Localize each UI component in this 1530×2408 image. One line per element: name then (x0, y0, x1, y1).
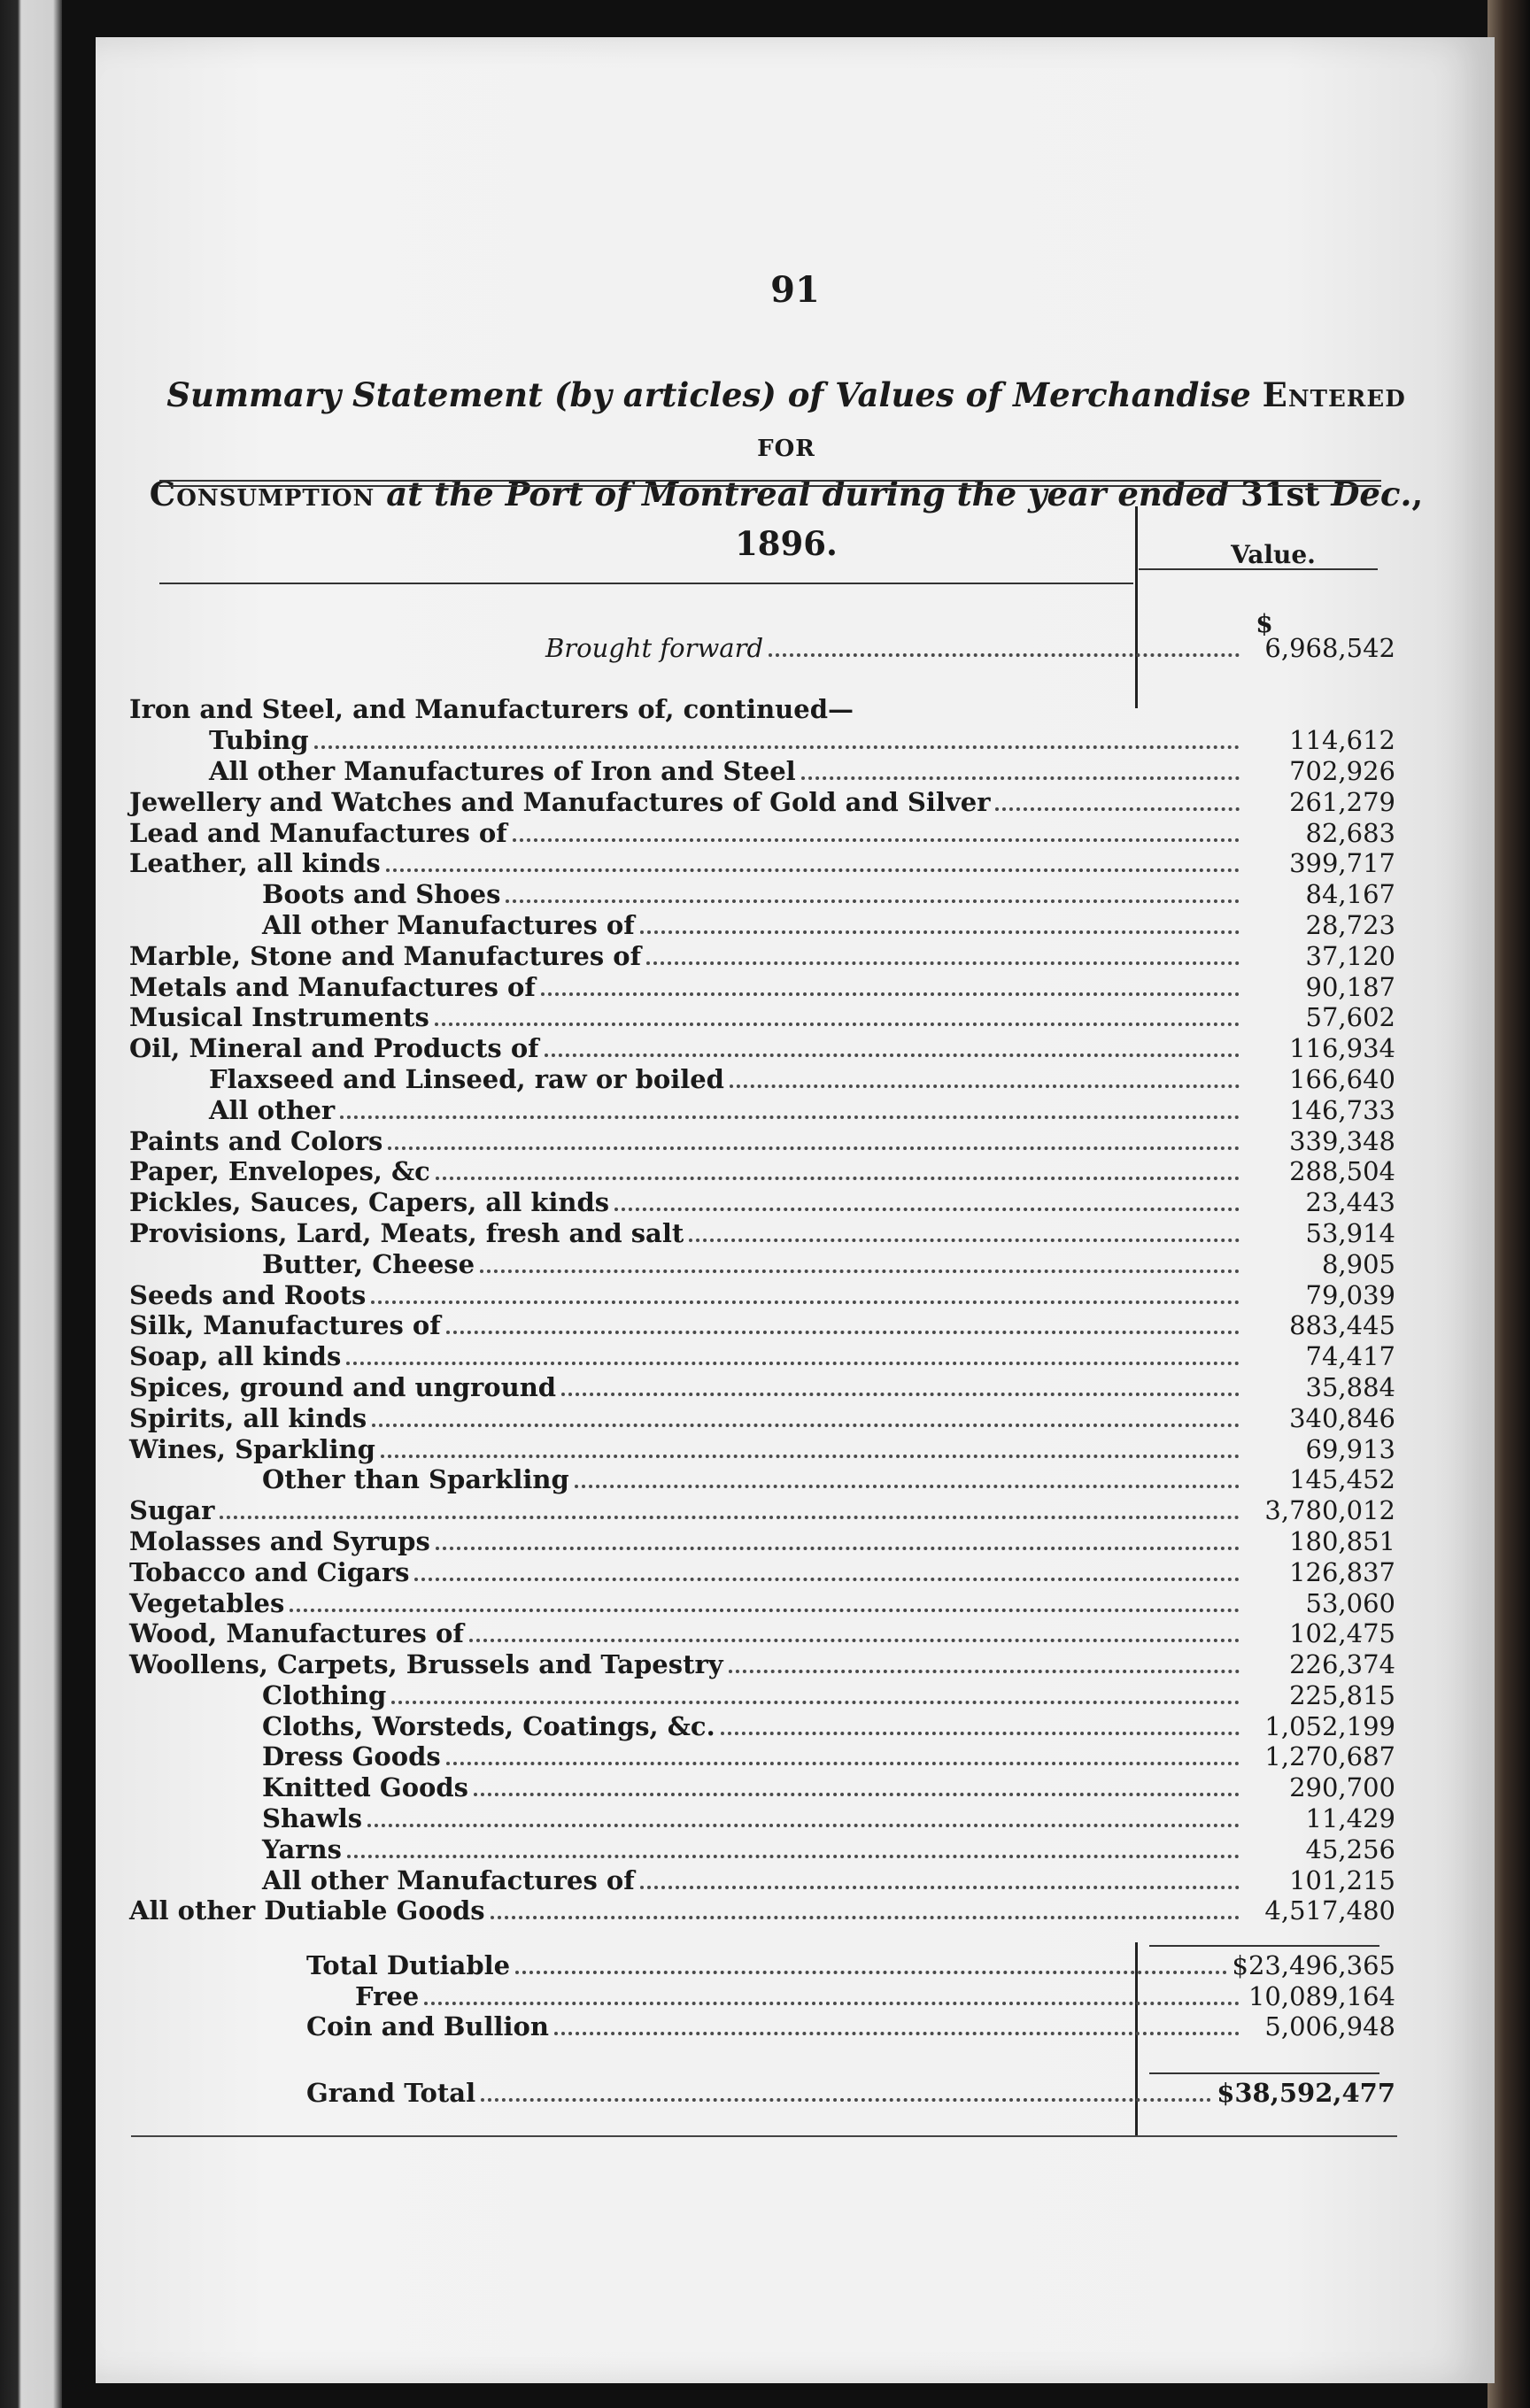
dot-leader (506, 899, 1240, 903)
total-row (129, 1980, 1395, 2011)
row-value: 340,846 (1289, 1402, 1395, 1433)
row-value: 225,815 (1289, 1679, 1395, 1710)
row-value: 101,215 (1289, 1864, 1395, 1895)
dot-leader (491, 1916, 1240, 1919)
row-label: Shawls (262, 1803, 363, 1834)
row-label: All other (209, 1094, 336, 1125)
row-label: Total Dutiable (306, 1949, 511, 1980)
table-row (129, 724, 1395, 755)
row-label: Sugar (129, 1495, 215, 1526)
row-label: Tobacco and Cigars (129, 1556, 410, 1587)
row-value: 226,374 (1289, 1649, 1395, 1680)
row-label: Provisions, Lard, Meats, fresh and salt (129, 1217, 684, 1248)
dot-leader (446, 1331, 1240, 1334)
row-value: $23,496,365 (1232, 1949, 1395, 1980)
table-row (129, 1032, 1395, 1063)
row-label: All other Manufactures of (262, 1864, 635, 1895)
table-row (129, 1402, 1395, 1433)
dot-leader (640, 1886, 1240, 1889)
row-label: Wines, Sparkling (129, 1433, 375, 1464)
dot-leader (347, 1855, 1240, 1858)
heading-port: at the Port of Montreal during the year ended (386, 475, 1230, 513)
row-value: 1,052,199 (1264, 1710, 1395, 1741)
dot-leader (541, 992, 1240, 996)
row-label: Soap, all kinds (129, 1341, 342, 1372)
row-label: Grand Total (306, 2077, 476, 2108)
table-row (129, 1002, 1395, 1033)
row-value: 114,612 (1289, 725, 1395, 756)
table-row (129, 1679, 1395, 1710)
table-row (129, 878, 1395, 909)
row-value: 82,683 (1305, 817, 1395, 848)
heading-rule-top (159, 480, 1381, 482)
table-row (129, 1710, 1395, 1741)
row-value: 166,640 (1289, 1063, 1395, 1094)
dot-leader (435, 1023, 1240, 1026)
row-label: Musical Instruments (129, 1002, 429, 1033)
row-label: Knitted Goods (262, 1772, 468, 1803)
row-label: Clothing (262, 1679, 387, 1710)
dot-leader (554, 2032, 1240, 2035)
row-label: Coin and Bullion (306, 2011, 549, 2042)
dot-leader (575, 1485, 1240, 1488)
table-row (129, 1833, 1395, 1864)
row-value: 1,270,687 (1264, 1741, 1395, 1772)
row-value: 145,452 (1289, 1464, 1395, 1495)
row-value: 10,089,164 (1248, 1980, 1395, 2011)
row-value: 45,256 (1305, 1833, 1395, 1864)
row-label: Jewellery and Watches and Manufactures of Gold and Silver (129, 786, 991, 817)
dot-leader (801, 776, 1240, 780)
row-label: Oil, Mineral and Products of (129, 1033, 539, 1064)
subtotal-rule (1149, 1945, 1379, 1947)
row-label: Flaxseed and Linseed, raw or boiled (209, 1063, 724, 1094)
row-value: 23,443 (1305, 1187, 1395, 1218)
row-value: 883,445 (1289, 1310, 1395, 1341)
dot-leader (545, 1054, 1240, 1057)
row-value: 74,417 (1305, 1341, 1395, 1372)
dot-leader (424, 2002, 1240, 2005)
adjacent-page-edge (0, 0, 62, 2408)
table-row (129, 1741, 1395, 1772)
dot-leader (371, 1300, 1240, 1304)
table-row (129, 1556, 1395, 1587)
row-value: 399,717 (1289, 848, 1395, 879)
row-value: $38,592,477 (1217, 2077, 1395, 2108)
dot-leader (481, 2098, 1211, 2102)
dot-leader (561, 1393, 1240, 1396)
row-label: Silk, Manufactures of (129, 1310, 441, 1341)
row-value: 90,187 (1305, 971, 1395, 1002)
total-row (129, 2011, 1395, 2042)
row-value: 290,700 (1289, 1772, 1395, 1803)
row-label: Dress Goods (262, 1741, 441, 1772)
row-value: 6,968,542 (1264, 632, 1395, 663)
dot-leader (729, 1670, 1240, 1673)
table-row (129, 1771, 1395, 1802)
dot-leader (480, 1270, 1240, 1273)
row-value: 5,006,948 (1264, 2011, 1395, 2042)
row-label: Brought forward (545, 632, 764, 663)
table-row (129, 817, 1395, 848)
row-value: 69,913 (1305, 1433, 1395, 1464)
row-value: 4,517,480 (1264, 1895, 1395, 1926)
dot-leader (995, 807, 1240, 811)
dot-leader (436, 1177, 1240, 1180)
row-label: All other Manufactures of Iron and Steel (209, 755, 796, 786)
row-label: Boots and Shoes (262, 879, 501, 910)
dot-leader (614, 1208, 1240, 1211)
dot-leader (469, 1639, 1240, 1642)
table-row (129, 1063, 1395, 1094)
dot-leader (381, 1455, 1240, 1458)
dot-leader (340, 1115, 1240, 1119)
row-label: All other Manufactures of (262, 909, 635, 940)
heading-title: Summary Statement (by articles) of Values of Merchandise (166, 375, 1251, 414)
heading-month: Dec. (1331, 475, 1412, 513)
row-label: Other than Sparkling (262, 1464, 569, 1495)
row-spacer (129, 663, 1395, 694)
row-label: Yarns (262, 1833, 342, 1864)
dot-leader (391, 1701, 1240, 1704)
row-value: 116,934 (1289, 1033, 1395, 1064)
grand-total-rule (1149, 2072, 1379, 2074)
row-label: Wood, Manufactures of (129, 1618, 464, 1649)
row-value: 28,723 (1305, 909, 1395, 940)
row-value: 180,851 (1289, 1525, 1395, 1556)
table-row (129, 1156, 1395, 1187)
heading-consumption: Consumption (149, 475, 375, 513)
page-bottom-rule (131, 2135, 1397, 2137)
page-number: 91 (770, 269, 820, 311)
row-label: Leather, all kinds (129, 848, 381, 879)
row-label: Spices, ground and unground (129, 1371, 557, 1402)
table-row (129, 1217, 1395, 1248)
table-row (129, 1618, 1395, 1649)
row-value: 84,167 (1305, 879, 1395, 910)
dot-leader (730, 1084, 1240, 1088)
row-label: Metals and Manufactures of (129, 971, 536, 1002)
row-value: 11,429 (1305, 1803, 1395, 1834)
row-value: 702,926 (1289, 755, 1395, 786)
dot-leader (436, 1547, 1240, 1550)
dot-leader (314, 745, 1240, 749)
dot-leader (367, 1824, 1240, 1827)
heading-rule-bottom (159, 485, 1381, 487)
totals-table (129, 1949, 1395, 2041)
row-value: 102,475 (1289, 1618, 1395, 1649)
value-header-underline (1139, 568, 1378, 570)
dot-leader (290, 1609, 1240, 1612)
table-row (129, 1864, 1395, 1895)
row-label: Cloths, Worsteds, Coatings, &c. (262, 1710, 715, 1741)
table-row (129, 1648, 1395, 1679)
table-row (129, 1464, 1395, 1495)
heading-day: 31st (1240, 475, 1320, 513)
table-row (129, 909, 1395, 940)
table-row (129, 1525, 1395, 1556)
total-row (129, 1949, 1395, 1980)
grand-total-row (129, 2077, 1395, 2108)
table-row (129, 1248, 1395, 1279)
row-value: 53,914 (1305, 1217, 1395, 1248)
dot-leader (388, 1146, 1240, 1150)
dot-leader (446, 1762, 1240, 1765)
currency-symbol: $ (1256, 609, 1273, 638)
row-label: Molasses and Syrups (129, 1525, 430, 1556)
row-label: Lead and Manufactures of (129, 817, 507, 848)
table-row (129, 1094, 1395, 1125)
table-row (129, 755, 1395, 786)
dot-leader (220, 1516, 1240, 1519)
table-row (129, 1186, 1395, 1217)
dot-leader (513, 838, 1240, 842)
dot-leader (721, 1732, 1240, 1735)
row-value: 339,348 (1289, 1125, 1395, 1156)
row-value: 146,733 (1289, 1094, 1395, 1125)
header-underline (159, 583, 1133, 584)
dot-leader (414, 1578, 1240, 1581)
row-value: 8,905 (1321, 1248, 1395, 1279)
dot-leader (372, 1424, 1240, 1427)
table-row (129, 1433, 1395, 1464)
table-row (129, 940, 1395, 971)
dot-leader (346, 1362, 1240, 1365)
row-value: 79,039 (1305, 1279, 1395, 1310)
row-label: Tubing (209, 725, 309, 756)
row-label: Marble, Stone and Manufactures of (129, 940, 642, 971)
row-value: 288,504 (1289, 1156, 1395, 1187)
row-label: Butter, Cheese (262, 1248, 475, 1279)
row-value: 3,780,012 (1264, 1495, 1395, 1526)
row-label: Paper, Envelopes, &c (129, 1156, 430, 1187)
dot-leader (474, 1793, 1240, 1796)
row-label: Seeds and Roots (129, 1279, 367, 1310)
page-heading (149, 370, 1424, 568)
table-row (129, 1371, 1395, 1402)
row-value: 35,884 (1305, 1371, 1395, 1402)
row-label: Vegetables (129, 1587, 285, 1618)
merchandise-table (129, 632, 1395, 1926)
row-label: Pickles, Sauces, Capers, all kinds (129, 1187, 610, 1218)
value-column-header: Value. (1231, 540, 1316, 569)
dot-leader (689, 1239, 1240, 1242)
dot-leader (646, 961, 1240, 965)
table-row (129, 1125, 1395, 1156)
heading-year: , 1896. (735, 475, 1424, 563)
dot-leader (386, 868, 1240, 872)
row-label: Iron and Steel, and Manufacturers of, continued— (129, 694, 854, 725)
row-value: 37,120 (1305, 940, 1395, 971)
row-label: Woollens, Carpets, Brussels and Tapestry (129, 1649, 723, 1680)
document-page (96, 37, 1495, 2383)
table-row (129, 1587, 1395, 1618)
row-label: Free (355, 1980, 420, 2011)
row-value: 261,279 (1289, 786, 1395, 817)
row-value: 126,837 (1289, 1556, 1395, 1587)
table-row (129, 786, 1395, 817)
table-row (129, 971, 1395, 1002)
dot-leader (515, 1971, 1226, 1974)
table-row (129, 694, 1395, 725)
table-row (129, 1802, 1395, 1833)
heading-entered-for: Entered for (757, 375, 1406, 464)
table-row (129, 632, 1395, 663)
table-row (129, 848, 1395, 879)
table-row (129, 1310, 1395, 1341)
row-value: 57,602 (1305, 1002, 1395, 1033)
table-row (129, 1279, 1395, 1310)
dot-leader (769, 653, 1240, 657)
table-row (129, 1340, 1395, 1371)
row-label: All other Dutiable Goods (129, 1895, 485, 1926)
row-value: 53,060 (1305, 1587, 1395, 1618)
grand-total-table (129, 2077, 1395, 2108)
row-label: Spirits, all kinds (129, 1402, 367, 1433)
row-label: Paints and Colors (129, 1125, 383, 1156)
dot-leader (640, 930, 1240, 934)
table-row (129, 1895, 1395, 1926)
table-row (129, 1494, 1395, 1525)
